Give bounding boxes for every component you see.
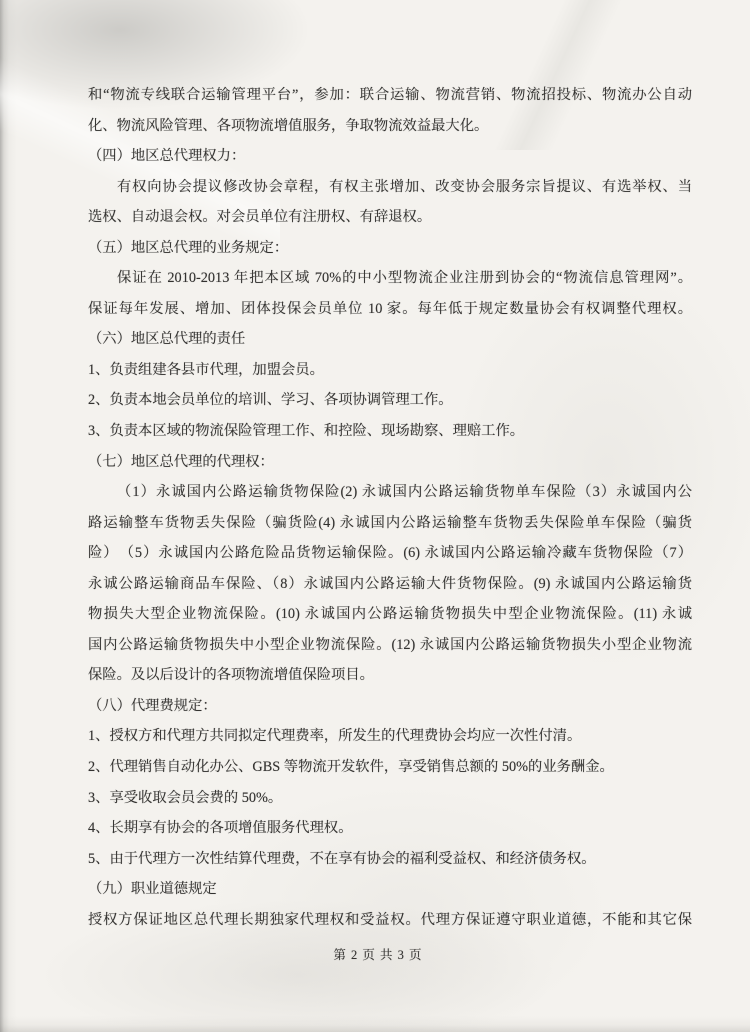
text-line: 保险。及以后设计的各项物流增值保险项目。 (88, 667, 374, 684)
text-line: 1、授权方和代理方共同拟定代理费率，所发生的代理费协会均应一次性付清。 (88, 728, 582, 745)
text-line: 1、负责组建各县市代理，加盟会员。 (88, 361, 324, 378)
text-line: 路运输整车货物丢失保险（骗货险(4) 永诚国内公路运输整车货物丢失保险单车保险（骗货 (88, 514, 692, 531)
text-line: 化、物流风险管理、各项物流增值服务，争取物流效益最大化。 (88, 117, 489, 134)
page-number-footer: 第 2 页 共 3 页 (333, 948, 423, 962)
text-line: 保证在 2010-2013 年把本区域 70%的中小型物流企业注册到协会的“物流信息管理网”。 (117, 270, 692, 287)
text-line: 3、享受收取会员会费的 50%。 (88, 789, 283, 806)
text-line: （1）永诚国内公路运输货物保险(2) 永诚国内公路运输货物单车保险（3）永诚国内公 (117, 484, 692, 501)
text-line: （五）地区总代理的业务规定： (88, 239, 289, 256)
text-line: （八）代理费规定： (88, 697, 217, 714)
text-line: 物损失大型企业物流保险。(10) 永诚国内公路运输货物损失中型企业物流保险。(11) 永诚 (88, 606, 692, 623)
text-line: （四）地区总代理权力： (88, 148, 246, 165)
text-line: 险） （5）永诚国内公路危险品货物运输保险。(6) 永诚国内公路运输冷藏车货物保险（7） (88, 545, 692, 562)
text-line: 4、长期享有协会的各项增值服务代理权。 (88, 820, 353, 837)
text-line: 有权向协会提议修改协会章程，有权主张增加、改变协会服务宗旨提议、有选举权、当 (117, 178, 692, 195)
text-line: （九）职业道德规定 (88, 881, 217, 898)
text-line: 和“物流专线联合运输管理平台”，参加：联合运输、物流营销、物流招投标、物流办公自动 (88, 87, 692, 103)
document-body (88, 80, 692, 935)
text-line: 国内公路运输货物损失中小型企业物流保险。(12) 永诚国内公路运输货物损失小型企业物流 (88, 636, 692, 653)
text-line: 2、负责本地会员单位的培训、学习、各项协调管理工作。 (88, 392, 453, 409)
text-line: 5、由于代理方一次性结算代理费，不在享有协会的福利受益权、和经济债务权。 (88, 850, 596, 867)
text-line: 永诚公路运输商品车保险、（8）永诚国内公路运输大件货物保险。(9) 永诚国内公路运输货 (88, 575, 692, 592)
text-line: 保证每年发展、增加、团体投保会员单位 10 家。每年低于规定数量协会有权调整代理权。 (88, 300, 692, 317)
text-line: 2、代理销售自动化办公、GBS 等物流开发软件，享受销售总额的 50%的业务酬金。 (88, 759, 614, 776)
text-line: 3、负责本区域的物流保险管理工作、和控险、现场勘察、理赔工作。 (88, 423, 525, 440)
text-line: （七）地区总代理的代理权： (88, 453, 274, 470)
text-line: 选权、自动退会权。对会员单位有注册权、有辞退权。 (88, 209, 432, 226)
text-line: 授权方保证地区总代理长期独家代理权和受益权。代理方保证遵守职业道德，不能和其它保 (88, 911, 692, 928)
text-line: （六）地区总代理的责任 (88, 331, 246, 348)
